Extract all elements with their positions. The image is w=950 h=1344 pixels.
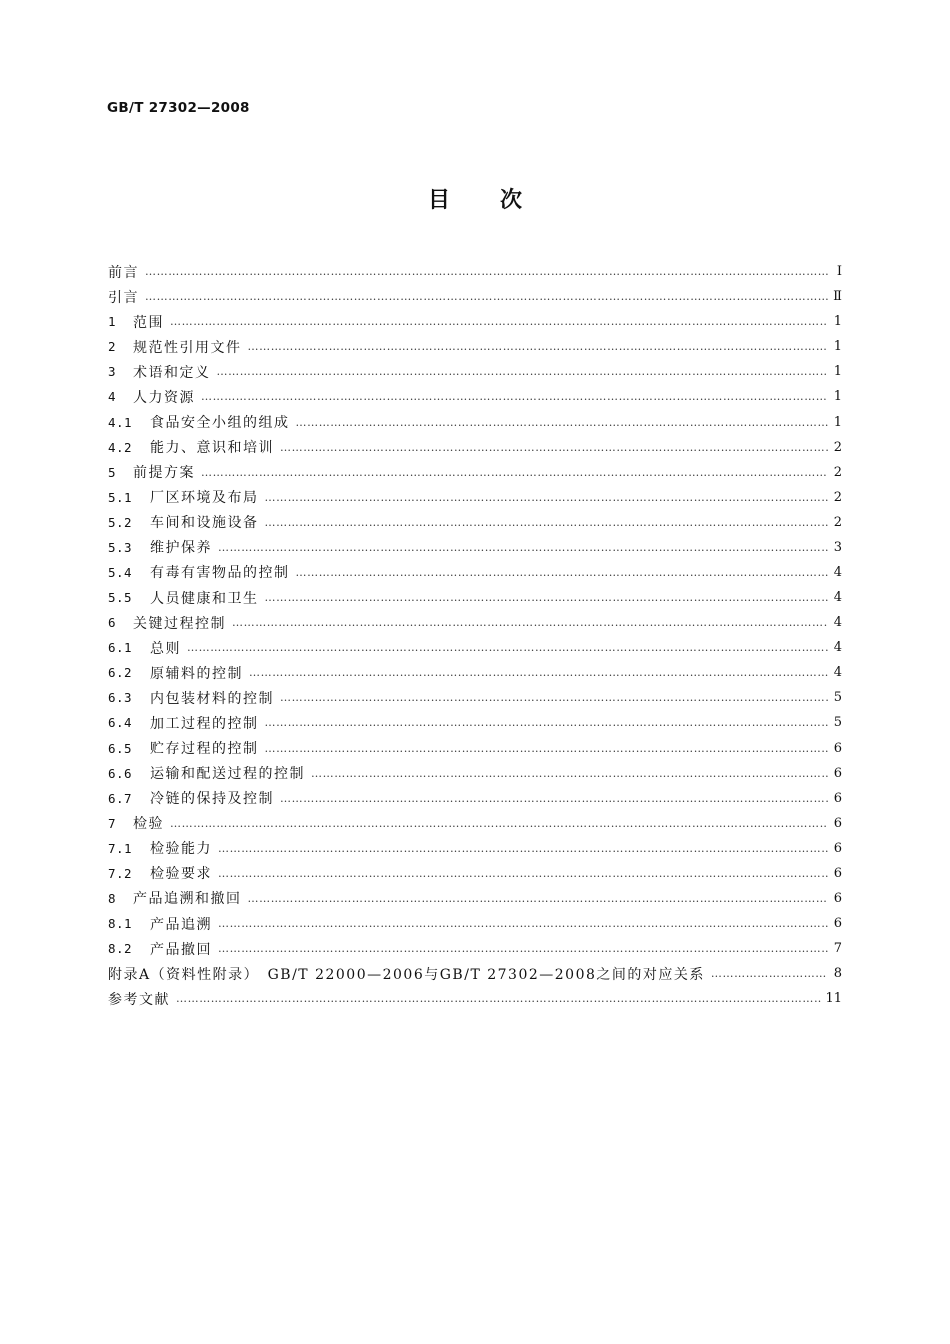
toc-dot-leader [217, 365, 829, 378]
toc-entry-number: 7.1 [108, 840, 133, 856]
toc-dot-leader [280, 691, 828, 704]
toc-dot-leader [187, 641, 828, 654]
toc-entry-page: 6 [833, 840, 842, 856]
toc-entry-page: 4 [833, 640, 842, 656]
toc-entry-number: 6.6 [108, 765, 133, 781]
toc-entry-label: 食品安全小组的组成 [150, 415, 290, 431]
toc-entry-page: 6 [833, 916, 842, 932]
toc-entry[interactable] [108, 861, 842, 886]
toc-entry-label: 有毒有害物品的控制 [150, 565, 290, 582]
toc-entry-page: 2 [833, 439, 842, 455]
toc-dot-leader [218, 917, 828, 930]
toc-entry[interactable] [108, 284, 842, 309]
toc-entry-page: 6 [833, 890, 842, 906]
toc-dot-leader [218, 867, 828, 880]
toc-dot-leader [232, 616, 828, 629]
toc-entry-number: 2 [108, 339, 117, 355]
toc-dot-leader [249, 666, 828, 679]
toc-entry-page: 2 [833, 489, 842, 505]
toc-entry-label: 引言 [108, 289, 139, 306]
toc-entry[interactable] [108, 535, 842, 560]
toc-entry-page: 3 [833, 539, 842, 555]
toc-entry[interactable] [108, 660, 842, 685]
toc-entry[interactable] [108, 485, 842, 510]
toc-entry[interactable] [108, 735, 842, 760]
toc-entry-number: 5.1 [108, 489, 133, 505]
toc-entry-page: 4 [833, 665, 842, 681]
toc-entry-number: 6.2 [108, 665, 133, 681]
toc-dot-leader [265, 491, 829, 504]
toc-dot-leader [145, 265, 828, 278]
toc-entry[interactable] [108, 685, 842, 710]
toc-entry-number: 6 [108, 615, 117, 631]
toc-entry[interactable] [108, 761, 842, 786]
page-title [0, 183, 950, 214]
toc-entry-number: 5.3 [108, 539, 133, 555]
toc-entry-page: 1 [833, 339, 842, 355]
toc-dot-leader [711, 967, 828, 980]
table-of-contents [108, 259, 842, 1011]
toc-entry-page: 4 [833, 590, 842, 606]
toc-entry-page: 11 [825, 991, 842, 1007]
toc-entry[interactable] [108, 585, 842, 610]
toc-dot-leader [265, 591, 829, 604]
toc-entry[interactable] [108, 560, 842, 585]
toc-dot-leader [248, 340, 829, 353]
toc-dot-leader [218, 541, 828, 554]
toc-entry-number: 5.2 [108, 514, 133, 530]
toc-entry-number: 7 [108, 815, 117, 831]
toc-entry-number: 6.3 [108, 690, 133, 706]
toc-entry-label: 检验要求 [150, 866, 212, 883]
toc-entry[interactable] [108, 986, 842, 1011]
toc-entry-page: Ⅰ [836, 264, 842, 280]
toc-entry[interactable] [108, 936, 842, 961]
toc-entry-label: 贮存过程的控制 [150, 741, 259, 758]
toc-entry-label: 人员健康和卫生 [150, 590, 259, 607]
toc-entry-label: 原辅料的控制 [150, 665, 243, 682]
toc-dot-leader [280, 792, 828, 805]
toc-entry-number: 6.1 [108, 640, 133, 656]
toc-entry-label: 关键过程控制 [133, 615, 226, 632]
toc-entry-label: 产品追溯 [150, 916, 212, 933]
toc-entry-label: 厂区环境及布局 [150, 490, 259, 507]
toc-entry-number: 8 [108, 890, 117, 906]
toc-entry-number: 8.2 [108, 941, 133, 957]
toc-entry-page: 8 [833, 966, 842, 982]
toc-entry-label: 检验能力 [150, 841, 212, 858]
toc-dot-leader [248, 892, 829, 905]
title-char-2: 次 [500, 188, 523, 213]
toc-dot-leader [218, 842, 828, 855]
toc-entry-label: 术语和定义 [133, 364, 211, 381]
toc-dot-leader [170, 315, 828, 328]
toc-dot-leader [280, 441, 828, 454]
toc-entry-page: 4 [833, 564, 842, 580]
toc-entry-label: 冷链的保持及控制 [150, 791, 274, 808]
toc-entry-number: 7.2 [108, 865, 133, 881]
toc-entry[interactable] [108, 435, 842, 460]
toc-entry-label: 人力资源 [133, 389, 195, 406]
toc-entry-page: 1 [833, 389, 842, 405]
toc-entry[interactable] [108, 811, 842, 836]
toc-entry-number: 5.5 [108, 590, 133, 606]
toc-entry[interactable] [108, 961, 842, 986]
toc-entry[interactable] [108, 610, 842, 635]
toc-entry-page: 6 [833, 815, 842, 831]
toc-dot-leader [296, 416, 829, 429]
toc-entry[interactable] [108, 836, 842, 861]
toc-entry-number: 6.4 [108, 715, 133, 731]
toc-entry-number: 8.1 [108, 916, 133, 932]
toc-dot-leader [218, 942, 828, 955]
toc-entry-number: 5.4 [108, 564, 133, 580]
toc-entry-label: 车间和设施设备 [150, 515, 259, 532]
toc-entry[interactable] [108, 460, 842, 485]
toc-entry-label: 前言 [108, 264, 139, 281]
toc-entry[interactable] [108, 409, 842, 434]
toc-dot-leader [265, 742, 829, 755]
toc-entry-label: 维护保养 [150, 540, 212, 557]
toc-dot-leader [265, 516, 829, 529]
toc-entry-page: 5 [833, 690, 842, 706]
toc-dot-leader [311, 767, 828, 780]
toc-dot-leader [145, 290, 828, 303]
toc-entry-label: 前提方案 [133, 465, 195, 482]
toc-dot-leader [265, 716, 829, 729]
toc-entry-label: 能力、意识和培训 [150, 440, 274, 457]
toc-entry-label: 检验 [133, 816, 164, 833]
toc-entry-page: 6 [833, 865, 842, 881]
toc-entry-page: 1 [833, 364, 842, 380]
toc-entry-label: 范围 [133, 314, 164, 331]
toc-entry-page: 5 [833, 715, 842, 731]
toc-entry[interactable] [108, 786, 842, 811]
toc-entry-number: 4.1 [108, 414, 133, 430]
toc-entry-number: 1 [108, 314, 117, 330]
toc-dot-leader [296, 566, 829, 579]
toc-entry-label: 加工过程的控制 [150, 715, 259, 732]
toc-entry-number: 5 [108, 464, 117, 480]
toc-entry-page: 1 [833, 314, 842, 330]
toc-entry[interactable] [108, 309, 842, 334]
toc-entry-number: 4 [108, 389, 117, 405]
toc-entry-label: 内包装材料的控制 [150, 690, 274, 707]
toc-dot-leader [201, 390, 828, 403]
toc-entry-label: 运输和配送过程的控制 [150, 766, 305, 783]
toc-dot-leader [201, 466, 828, 479]
toc-entry-number: 4.2 [108, 439, 133, 455]
toc-entry[interactable] [108, 259, 842, 284]
toc-entry-number: 3 [108, 364, 117, 380]
toc-entry-page: 6 [833, 765, 842, 781]
toc-entry-page: 7 [833, 941, 842, 957]
toc-entry-label: 规范性引用文件 [133, 339, 242, 356]
toc-dot-leader [170, 817, 828, 830]
toc-entry-label: 参考文献 [108, 991, 170, 1008]
title-char-1: 目 [427, 188, 450, 213]
toc-entry-number: 6.7 [108, 790, 133, 806]
toc-entry-page: 6 [833, 740, 842, 756]
toc-entry[interactable] [108, 886, 842, 911]
toc-entry-label: 产品追溯和撤回 [133, 891, 242, 908]
toc-entry[interactable] [108, 334, 842, 359]
toc-entry-page: 6 [833, 790, 842, 806]
toc-entry[interactable] [108, 384, 842, 409]
toc-entry[interactable] [108, 710, 842, 735]
toc-entry[interactable] [108, 635, 842, 660]
toc-entry-page: 2 [833, 514, 842, 530]
toc-entry-number: 6.5 [108, 740, 133, 756]
toc-entry-page: 1 [833, 414, 842, 430]
toc-entry-label: 产品撤回 [150, 941, 212, 958]
standard-code: GB/T 27302—2008 [107, 100, 250, 116]
toc-entry-page: 2 [833, 464, 842, 480]
toc-entry-page: 4 [833, 615, 842, 631]
toc-entry[interactable] [108, 359, 842, 384]
toc-entry-label: 总则 [150, 640, 181, 657]
toc-entry[interactable] [108, 911, 842, 936]
toc-entry-label: 附录A（资料性附录） GB/T 22000—2006与GB/T 27302—2008之间的对应关系 [108, 966, 705, 983]
toc-dot-leader [176, 992, 821, 1005]
toc-entry[interactable] [108, 510, 842, 535]
toc-entry-page: Ⅱ [833, 289, 842, 305]
